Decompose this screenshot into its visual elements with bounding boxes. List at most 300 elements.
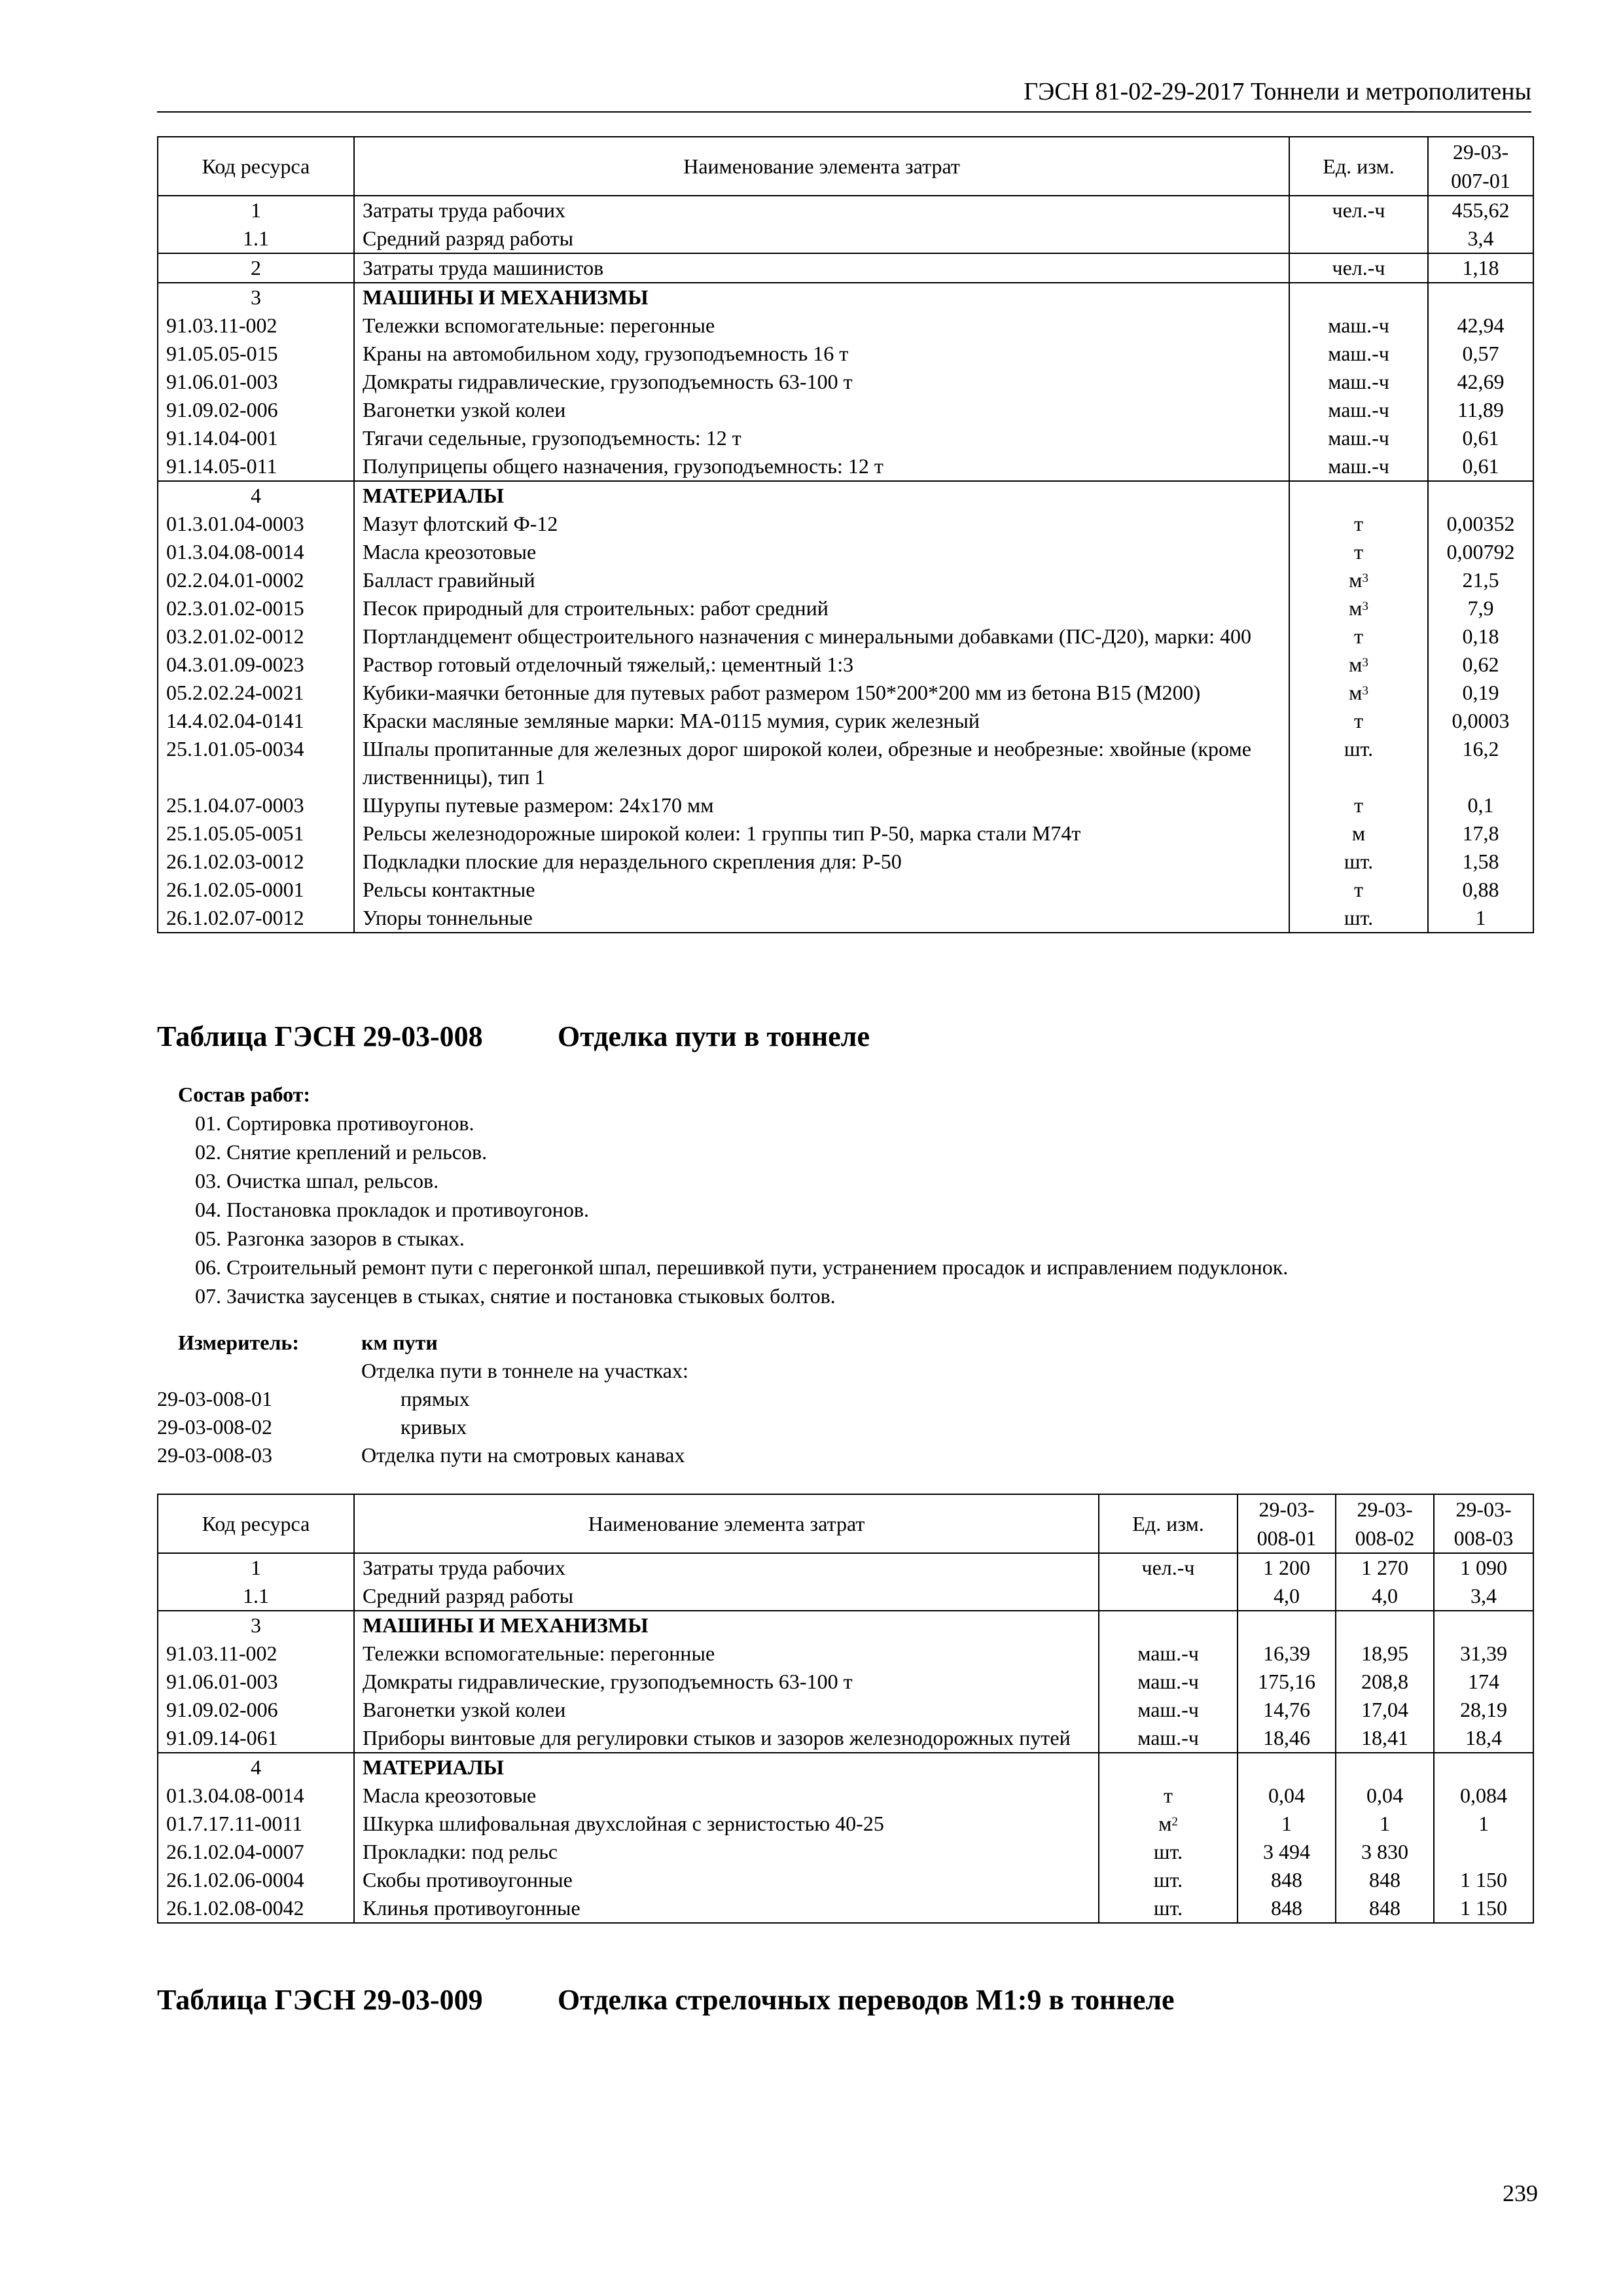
resource-value: 18,41 [1336, 1724, 1434, 1753]
meter-desc-row [157, 1357, 1531, 1385]
unit-text: чел.-ч [1141, 1556, 1195, 1579]
table-row [158, 481, 1533, 510]
resource-value: 1 [1434, 1810, 1533, 1838]
resource-value: 4,0 [1238, 1582, 1336, 1611]
unit-text: маш.-ч [1328, 370, 1389, 393]
table-row [158, 1894, 1533, 1923]
table-row [158, 538, 1533, 566]
resource-code: 3 [158, 1611, 354, 1640]
header-code: Код ресурса [158, 137, 354, 196]
unit-power: 3 [1362, 684, 1368, 698]
table-row [158, 1582, 1533, 1611]
unit-text: шт. [1344, 906, 1374, 929]
resource-name: Шурупы путевые размером: 24х170 мм [354, 791, 1289, 819]
resource-value: 16,39 [1238, 1640, 1336, 1668]
resource-unit [1289, 424, 1428, 452]
table-header-row [158, 137, 1533, 196]
unit-text: маш.-ч [1137, 1641, 1199, 1665]
unit-text: шт. [1153, 1896, 1183, 1920]
resource-value: 1 [1238, 1810, 1336, 1838]
resource-value: 0,18 [1428, 622, 1533, 651]
resource-value: 7,9 [1428, 594, 1533, 622]
resource-unit [1289, 594, 1428, 622]
resource-unit [1099, 1582, 1238, 1611]
table-row [158, 1611, 1533, 1640]
resource-value: 1 150 [1434, 1866, 1533, 1894]
meter-row [157, 1329, 1531, 1357]
resource-value: 848 [1336, 1894, 1434, 1923]
resource-code: 04.3.01.09-0023 [158, 651, 354, 679]
resource-unit [1099, 1866, 1238, 1894]
resource-name: Подкладки плоские для нераздельного скрепления для: Р-50 [354, 848, 1289, 876]
resource-value: 0,61 [1428, 424, 1533, 452]
resource-value: 848 [1238, 1894, 1336, 1923]
resource-code: 91.06.01-003 [158, 368, 354, 396]
resource-name: Портландцемент общестроительного назначения с минеральными добавками (ПС-Д20), марки: 400 [354, 622, 1289, 651]
table-row [158, 1640, 1533, 1668]
resource-code: 26.1.02.04-0007 [158, 1838, 354, 1866]
unit-text: т [1354, 793, 1363, 817]
resource-value: 21,5 [1428, 566, 1533, 594]
resource-value: 848 [1336, 1866, 1434, 1894]
resource-name: Упоры тоннельные [354, 904, 1289, 933]
header-unit: Ед. изм. [1289, 137, 1428, 196]
resource-value: 18,4 [1434, 1724, 1533, 1753]
resource-code: 26.1.02.08-0042 [158, 1894, 354, 1923]
resource-value [1434, 1753, 1533, 1782]
variant-row [157, 1413, 1531, 1441]
unit-text: м [1351, 821, 1366, 845]
table-row [158, 848, 1533, 876]
section-008-heading [157, 1020, 870, 1053]
resource-code: 25.1.04.07-0003 [158, 791, 354, 819]
resource-unit [1099, 1696, 1238, 1724]
resource-unit [1289, 481, 1428, 510]
resource-code: 01.7.17.11-0011 [158, 1810, 354, 1838]
resource-code: 4 [158, 481, 354, 510]
variant-text: Отделка пути на смотровых канавах [361, 1443, 685, 1467]
resource-table-008 [157, 1494, 1534, 1924]
resource-unit [1289, 707, 1428, 735]
unit-text: шт. [1344, 737, 1374, 761]
resource-unit [1289, 566, 1428, 594]
resource-unit [1289, 538, 1428, 566]
resource-value: 0,00352 [1428, 510, 1533, 538]
resource-unit [1289, 452, 1428, 481]
header-col-008-03: 29-03-008-03 [1434, 1494, 1533, 1553]
work-item: 05. Разгонка зазоров в стыках. [195, 1227, 465, 1250]
resource-value: 14,76 [1238, 1696, 1336, 1724]
resource-value: 1 200 [1238, 1553, 1336, 1582]
works-composition [178, 1080, 1288, 1310]
meter-label: Измеритель: [178, 1331, 299, 1354]
resource-name: Балласт гравийный [354, 566, 1289, 594]
resource-value [1336, 1611, 1434, 1640]
resource-name: Домкраты гидравлические, грузоподъемность 63-100 т [354, 368, 1289, 396]
resource-name: Приборы винтовые для регулировки стыков и зазоров железнодорожных путей [354, 1724, 1099, 1753]
resource-value: 3 830 [1336, 1838, 1434, 1866]
table-row [158, 622, 1533, 651]
unit-text: маш.-ч [1328, 342, 1389, 365]
table-row [158, 1668, 1533, 1696]
resource-unit [1099, 1782, 1238, 1810]
resource-unit [1289, 283, 1428, 312]
table-row [158, 566, 1533, 594]
resource-unit [1289, 312, 1428, 340]
resource-unit [1099, 1553, 1238, 1582]
table-row [158, 819, 1533, 848]
resource-value: 1 [1428, 904, 1533, 933]
resource-code: 01.3.01.04-0003 [158, 510, 354, 538]
resource-value [1434, 1611, 1533, 1640]
resource-code: 91.09.02-006 [158, 396, 354, 424]
resource-value: 0,0003 [1428, 707, 1533, 735]
unit-text: шт. [1344, 850, 1374, 873]
table-row [158, 735, 1533, 791]
resource-code: 4 [158, 1753, 354, 1782]
unit-text: т [1354, 540, 1363, 564]
resource-value: 0,04 [1238, 1782, 1336, 1810]
resource-name: Рельсы железнодорожные широкой колеи: 1 группы тип Р-50, марка стали М74т [354, 819, 1289, 848]
resource-name: Песок природный для строительных: работ средний [354, 594, 1289, 622]
resource-value: 175,16 [1238, 1668, 1336, 1696]
table-label: Таблица ГЭСН 29-03-009 [157, 1984, 483, 2016]
works-heading: Состав работ: [178, 1083, 311, 1106]
resource-code: 2 [158, 253, 354, 283]
resource-value: 208,8 [1336, 1668, 1434, 1696]
resource-unit [1099, 1640, 1238, 1668]
unit-text: м [1158, 1812, 1172, 1835]
resource-value [1336, 1753, 1434, 1782]
resource-value: 11,89 [1428, 396, 1533, 424]
table-row [158, 253, 1533, 283]
variant-text: кривых [401, 1415, 467, 1439]
table-row [158, 1553, 1533, 1582]
resource-code: 91.03.11-002 [158, 312, 354, 340]
work-item: 01. Сортировка противоугонов. [195, 1111, 474, 1135]
table-row [158, 876, 1533, 904]
resource-name: Кубики-маячки бетонные для путевых работ размером 150*200*200 мм из бетона В15 (М200) [354, 679, 1289, 707]
header-name: Наименование элемента затрат [354, 137, 1289, 196]
resource-name: Средний разряд работы [354, 224, 1289, 253]
work-item: 06. Строительный ремонт пути с перегонкой шпал, перешивкой пути, устранением просадок и исправлением подуклонок. [195, 1255, 1289, 1279]
resource-value: 455,62 [1428, 196, 1533, 224]
resource-code: 1.1 [158, 224, 354, 253]
resource-unit [1289, 196, 1428, 224]
resource-value [1238, 1611, 1336, 1640]
resource-code: 26.1.02.03-0012 [158, 848, 354, 876]
table-label: Таблица ГЭСН 29-03-008 [157, 1020, 483, 1052]
variant-text: прямых [401, 1387, 470, 1410]
resource-name: МАШИНЫ И МЕХАНИЗМЫ [354, 283, 1289, 312]
resource-value: 4,0 [1336, 1582, 1434, 1611]
unit-text: чел.-ч [1332, 256, 1385, 279]
resource-value: 1 270 [1336, 1553, 1434, 1582]
unit-power: 2 [1171, 1815, 1178, 1829]
unit-text: маш.-ч [1137, 1670, 1199, 1693]
table-row [158, 707, 1533, 735]
resource-name: Тележки вспомогательные: перегонные [354, 312, 1289, 340]
resource-unit [1099, 1724, 1238, 1753]
unit-power: 3 [1362, 571, 1368, 585]
resource-value: 1,58 [1428, 848, 1533, 876]
resource-name: Рельсы контактные [354, 876, 1289, 904]
unit-text: маш.-ч [1328, 398, 1389, 422]
resource-code: 26.1.02.06-0004 [158, 1866, 354, 1894]
header-col-007-01: 29-03-007-01 [1428, 137, 1533, 196]
resource-unit [1099, 1894, 1238, 1923]
resource-unit [1289, 224, 1428, 253]
table-row [158, 679, 1533, 707]
table-row [158, 340, 1533, 368]
resource-name: Краны на автомобильном ходу, грузоподъемность 16 т [354, 340, 1289, 368]
variant-code: 29-03-008-01 [157, 1387, 272, 1410]
header-col-008-02: 29-03-008-02 [1336, 1494, 1434, 1553]
table-row [158, 452, 1533, 481]
unit-text: т [1354, 624, 1363, 648]
resource-unit [1289, 622, 1428, 651]
table-row [158, 1724, 1533, 1753]
table-row [158, 1866, 1533, 1894]
resource-code: 91.03.11-002 [158, 1640, 354, 1668]
resource-name: Домкраты гидравлические, грузоподъемность 63-100 т [354, 1668, 1099, 1696]
resource-code: 01.3.04.08-0014 [158, 538, 354, 566]
resource-value: 17,8 [1428, 819, 1533, 848]
resource-value: 0,19 [1428, 679, 1533, 707]
table-row [158, 1696, 1533, 1724]
resource-value [1428, 283, 1533, 312]
table-title: Отделка стрелочных переводов М1:9 в тоннеле [558, 1984, 1175, 2016]
table-row [158, 791, 1533, 819]
table-row [158, 396, 1533, 424]
work-item: 04. Постановка прокладок и противоугонов. [195, 1198, 590, 1221]
resource-unit [1289, 791, 1428, 819]
resource-name: Затраты труда машинистов [354, 253, 1289, 283]
resource-value: 31,39 [1434, 1640, 1533, 1668]
measurement-block [157, 1329, 1531, 1469]
table-row [158, 904, 1533, 933]
table-row [158, 368, 1533, 396]
resource-code: 14.4.02.04-0141 [158, 707, 354, 735]
resource-unit [1289, 735, 1428, 791]
unit-text: м [1349, 681, 1363, 704]
work-item: 07. Зачистка заусенцев в стыках, снятие и постановка стыковых болтов. [195, 1284, 836, 1308]
unit-text: шт. [1153, 1868, 1183, 1892]
resource-unit [1099, 1838, 1238, 1866]
unit-text: м [1349, 653, 1363, 676]
unit-text: чел.-ч [1332, 198, 1385, 222]
resource-value: 1,18 [1428, 253, 1533, 283]
table-title: Отделка пути в тоннеле [558, 1020, 870, 1052]
unit-text: маш.-ч [1328, 426, 1389, 450]
resource-value: 18,46 [1238, 1724, 1336, 1753]
resource-code: 1 [158, 1553, 354, 1582]
resource-value: 3 494 [1238, 1838, 1336, 1866]
resource-value [1238, 1753, 1336, 1782]
resource-name: Затраты труда рабочих [354, 196, 1289, 224]
table-row [158, 424, 1533, 452]
resource-unit [1289, 368, 1428, 396]
resource-unit [1099, 1668, 1238, 1696]
table-row [158, 1753, 1533, 1782]
work-item: 02. Снятие креплений и рельсов. [195, 1140, 488, 1164]
unit-text: маш.-ч [1328, 454, 1389, 478]
resource-name: Затраты труда рабочих [354, 1553, 1099, 1582]
resource-code: 91.09.02-006 [158, 1696, 354, 1724]
table-row [158, 224, 1533, 253]
table-header-row [158, 1494, 1533, 1553]
table-row [158, 1838, 1533, 1866]
resource-value: 0,57 [1428, 340, 1533, 368]
unit-text: маш.-ч [1328, 314, 1389, 337]
resource-unit [1099, 1810, 1238, 1838]
resource-code: 91.14.05-011 [158, 452, 354, 481]
resource-unit [1289, 904, 1428, 933]
variants-list [157, 1385, 1531, 1469]
resource-name: МАШИНЫ И МЕХАНИЗМЫ [354, 1611, 1099, 1640]
resource-code: 02.2.04.01-0002 [158, 566, 354, 594]
resource-name: Шпалы пропитанные для железных дорог широкой колеи, обрезные и необрезные: хвойные (кроме лиственницы), тип 1 [354, 735, 1289, 791]
resource-value: 174 [1434, 1668, 1533, 1696]
resource-unit [1289, 253, 1428, 283]
resource-name: Краски масляные земляные марки: МА-0115 мумия, сурик железный [354, 707, 1289, 735]
resource-unit [1289, 848, 1428, 876]
unit-text: маш.-ч [1137, 1698, 1199, 1721]
resource-name: Прокладки: под рельс [354, 1838, 1099, 1866]
resource-name: Масла креозотовые [354, 1782, 1099, 1810]
table-row [158, 196, 1533, 224]
header-col-008-01: 29-03-008-01 [1238, 1494, 1336, 1553]
resource-name: МАТЕРИАЛЫ [354, 1753, 1099, 1782]
resource-table-007 [157, 136, 1534, 933]
resource-name: Тележки вспомогательные: перегонные [354, 1640, 1099, 1668]
unit-text: т [1354, 512, 1363, 535]
unit-text: шт. [1153, 1840, 1183, 1863]
meter-desc: Отделка пути в тоннеле на участках: [361, 1359, 688, 1382]
resource-unit [1289, 651, 1428, 679]
resource-code: 02.3.01.02-0015 [158, 594, 354, 622]
resource-value: 16,2 [1428, 735, 1533, 791]
resource-code: 91.06.01-003 [158, 1668, 354, 1696]
resource-value: 18,95 [1336, 1640, 1434, 1668]
resource-value: 0,04 [1336, 1782, 1434, 1810]
resource-code: 1 [158, 196, 354, 224]
resource-value: 0,88 [1428, 876, 1533, 904]
resource-name: Средний разряд работы [354, 1582, 1099, 1611]
table-row [158, 283, 1533, 312]
resource-code: 26.1.02.05-0001 [158, 876, 354, 904]
unit-text: т [1164, 1784, 1173, 1807]
table-row [158, 594, 1533, 622]
resource-name: Вагонетки узкой колеи [354, 396, 1289, 424]
unit-power: 3 [1362, 656, 1368, 670]
resource-name: Клинья противоугонные [354, 1894, 1099, 1923]
resource-name: МАТЕРИАЛЫ [354, 481, 1289, 510]
resource-value: 0,00792 [1428, 538, 1533, 566]
resource-value: 1 150 [1434, 1894, 1533, 1923]
work-item: 03. Очистка шпал, рельсов. [195, 1169, 439, 1193]
resource-code: 91.14.04-001 [158, 424, 354, 452]
header-code: Код ресурса [158, 1494, 354, 1553]
resource-name: Вагонетки узкой колеи [354, 1696, 1099, 1724]
table-row [158, 1810, 1533, 1838]
resource-value: 17,04 [1336, 1696, 1434, 1724]
resource-value: 3,4 [1428, 224, 1533, 253]
works-list [178, 1109, 1288, 1310]
table-row [158, 1782, 1533, 1810]
resource-code: 01.3.04.08-0014 [158, 1782, 354, 1810]
resource-value: 28,19 [1434, 1696, 1533, 1724]
resource-unit [1099, 1753, 1238, 1782]
resource-code: 3 [158, 283, 354, 312]
resource-unit [1289, 340, 1428, 368]
variant-code: 29-03-008-03 [157, 1443, 272, 1467]
resource-unit [1289, 819, 1428, 848]
table-row [158, 510, 1533, 538]
resource-name: Мазут флотский Ф-12 [354, 510, 1289, 538]
resource-value: 0,1 [1428, 791, 1533, 819]
unit-text: м [1349, 568, 1363, 592]
resource-name: Полуприцепы общего назначения, грузоподъемность: 12 т [354, 452, 1289, 481]
resource-value: 0,084 [1434, 1782, 1533, 1810]
header-unit: Ед. изм. [1099, 1494, 1238, 1553]
resource-unit [1289, 876, 1428, 904]
unit-power: 3 [1362, 600, 1368, 613]
resource-name: Тягачи седельные, грузоподъемность: 12 т [354, 424, 1289, 452]
resource-value: 3,4 [1434, 1582, 1533, 1611]
running-header: ГЭСН 81-02-29-2017 Тоннели и метрополитены [157, 72, 1531, 113]
header-name: Наименование элемента затрат [354, 1494, 1099, 1553]
resource-name: Шкурка шлифовальная двухслойная с зернистостью 40-25 [354, 1810, 1099, 1838]
resource-value: 0,62 [1428, 651, 1533, 679]
meter-unit: км пути [361, 1331, 438, 1354]
resource-unit [1289, 396, 1428, 424]
resource-name: Скобы противоугонные [354, 1866, 1099, 1894]
resource-value: 1 [1336, 1810, 1434, 1838]
resource-code: 91.05.05-015 [158, 340, 354, 368]
resource-value: 42,69 [1428, 368, 1533, 396]
resource-value: 1 090 [1434, 1553, 1533, 1582]
resource-value: 0,61 [1428, 452, 1533, 481]
resource-code: 25.1.05.05-0051 [158, 819, 354, 848]
resource-name: Масла креозотовые [354, 538, 1289, 566]
resource-code: 91.09.14-061 [158, 1724, 354, 1753]
resource-unit [1099, 1611, 1238, 1640]
page-number: 239 [1503, 2180, 1538, 2206]
resource-code: 25.1.01.05-0034 [158, 735, 354, 791]
resource-code: 05.2.02.24-0021 [158, 679, 354, 707]
section-009-heading [157, 1983, 1175, 2017]
resource-unit [1289, 679, 1428, 707]
unit-text: т [1354, 878, 1363, 901]
resource-name: Раствор готовый отделочный тяжелый,: цементный 1:3 [354, 651, 1289, 679]
resource-unit [1289, 510, 1428, 538]
unit-text: маш.-ч [1137, 1726, 1199, 1749]
unit-text: т [1354, 709, 1363, 732]
variant-code: 29-03-008-02 [157, 1415, 272, 1439]
variant-row [157, 1385, 1531, 1413]
resource-code: 03.2.01.02-0012 [158, 622, 354, 651]
unit-text: м [1349, 596, 1363, 620]
table-row [158, 312, 1533, 340]
resource-code: 1.1 [158, 1582, 354, 1611]
resource-value: 848 [1238, 1866, 1336, 1894]
table-row [158, 651, 1533, 679]
variant-row [157, 1441, 1531, 1469]
resource-value: 42,94 [1428, 312, 1533, 340]
resource-code: 26.1.02.07-0012 [158, 904, 354, 933]
resource-value [1428, 481, 1533, 510]
